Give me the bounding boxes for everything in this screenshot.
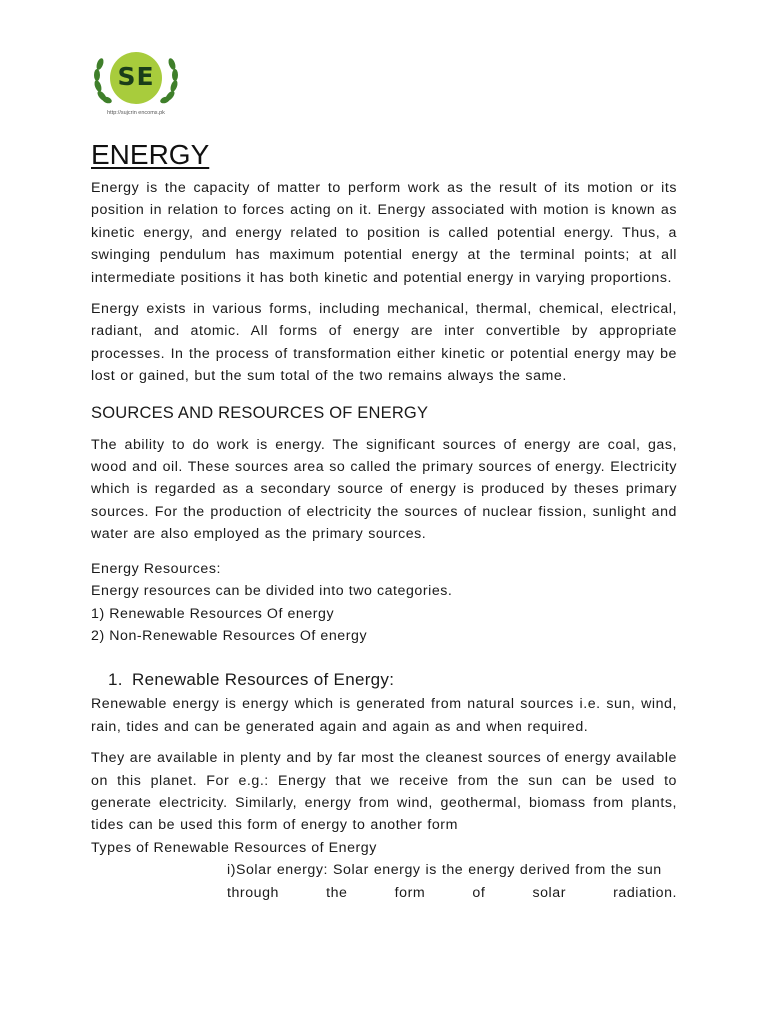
resources-item-renewable: 1) Renewable Resources Of energy <box>91 605 335 622</box>
paragraph-sources: The ability to do work is energy. The significant sources of energy are coal, gas, wood and oil. These sources area so called the primary sources of energy. Electricity which is regarded as a secondary source of energy is produced by theses primary sources. For the production of electricity the sources of nuclear fission, sunlight and water are also employed as the primary sources. <box>91 436 677 543</box>
paragraph-renewable-definition: Renewable energy is energy which is generated from natural sources i.e. sun, wind, rain, tides and can be generated again and again as and when required. <box>91 696 677 735</box>
resources-label: Energy Resources: <box>91 560 221 577</box>
logo-initials: SE <box>117 62 155 91</box>
solar-energy-line-2: through the form of solar radiation. <box>227 884 677 901</box>
renewable-heading <box>108 667 677 693</box>
logo-url: http://sujcrin encoms.pk <box>107 110 165 116</box>
resources-item-nonrenewable: 2) Non-Renewable Resources Of energy <box>91 627 368 644</box>
paragraph-forms: Energy exists in various forms, including mechanical, thermal, chemical, electrical, radiant, and atomic. All forms of energy are inter convertible by appropriate processes. In the process of transformation either kinetic or potential energy may be lost or gained, but the sum total of the two remains always the same. <box>91 301 677 385</box>
solar-energy-line-1: i)Solar energy: Solar energy is the energy derived from the sun <box>227 862 662 879</box>
document-body <box>91 138 677 904</box>
paragraph-intro: Energy is the capacity of matter to perform work as the result of its motion or its position in relation to forces acting on it. Energy associated with motion is known as kinetic energy, and energy related to position is called potential energy. Thus, a swinging pendulum has maximum potential energy at the terminal points; at all intermediate positions it has both kinetic and potential energy in varying proportions. <box>91 180 677 286</box>
renewable-heading-number: 1. <box>108 670 123 690</box>
renewable-heading-text: Renewable Resources of Energy: <box>132 670 395 690</box>
site-logo <box>88 50 184 122</box>
section-heading-sources: SOURCES AND RESOURCES OF ENERGY <box>91 403 429 422</box>
page-title: ENERGY <box>91 139 210 170</box>
resources-intro: Energy resources can be divided into two categories. <box>91 583 453 600</box>
renewable-types-label: Types of Renewable Resources of Energy <box>91 839 377 856</box>
paragraph-renewable-availability: They are available in plenty and by far most the cleanest sources of energy available on this planet. For e.g.: Energy that we receive from the sun can be used to generate electricity. Similarly, energy from wind, geothermal, biomass from plants, tides can be used this form of energy to another form <box>91 750 677 834</box>
